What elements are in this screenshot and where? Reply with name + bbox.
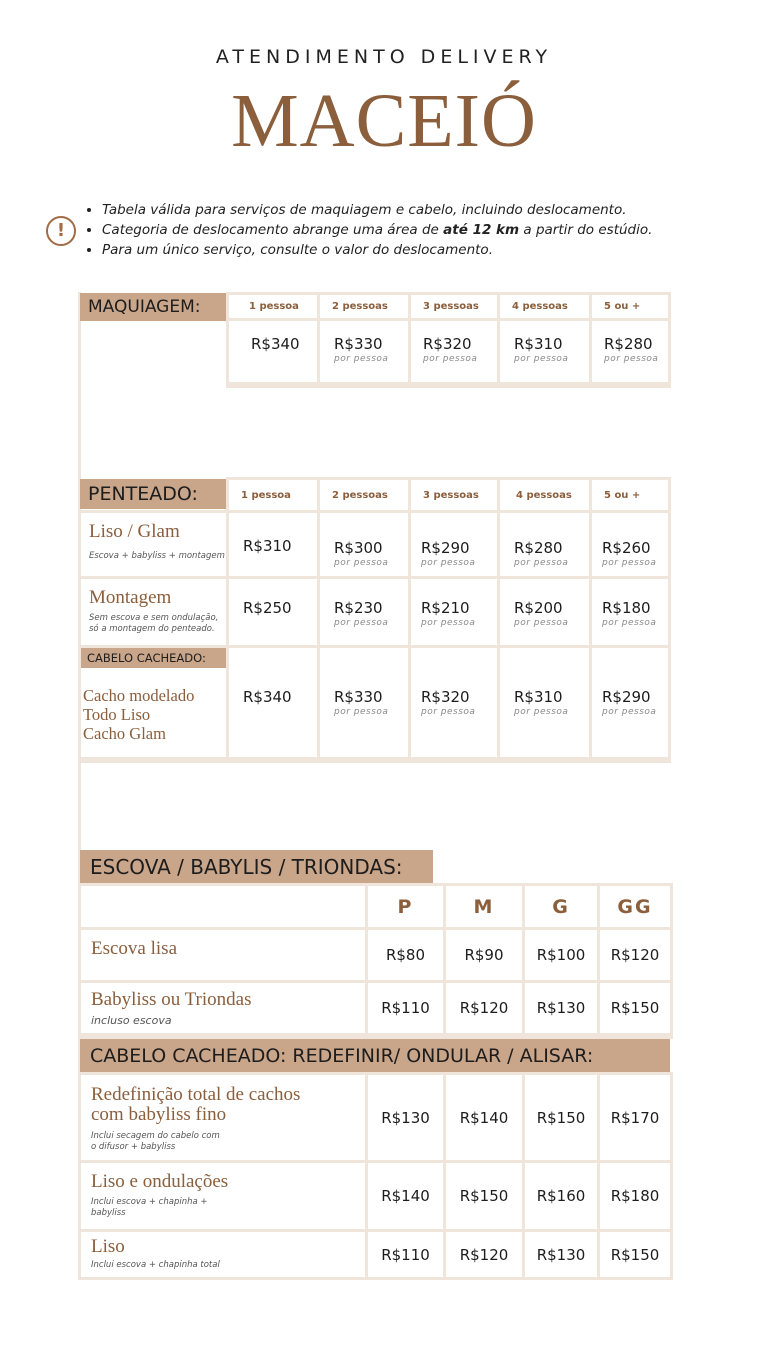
service-cell [81,1163,365,1229]
price-cell: R$300 por pessoa [320,513,408,576]
price-cell: R$140 [446,1075,522,1160]
service-cell [81,579,226,645]
note-item: • Categoria de deslocamento abrange uma área de até 12 km a partir do estúdio. [102,220,742,240]
price-cell: R$320 por pessoa [411,321,497,382]
service-name: Escova lisa [91,938,178,959]
price-cell: R$100 [525,930,597,980]
price-cell: R$280 por pessoa [500,513,589,576]
column-header: 3 pessoas [411,295,497,318]
section-label-escova: ESCOVA / BABYLIS / TRIONDAS: [80,850,433,883]
service-cell [81,1075,365,1160]
service-name: Cacho Glam [83,724,166,743]
price-cell: R$110 [368,983,443,1033]
price-cell: R$310 por pessoa [500,648,589,757]
service-name: Redefinição total de cachos com babyliss fino [91,1084,301,1125]
section-label-maquiagem: MAQUIAGEM: [80,293,229,321]
cacheado-table [78,1072,673,1280]
price-cell: R$130 [525,983,597,1033]
price-cell: R$330 por pessoa [320,321,408,382]
price-cell: R$210 por pessoa [411,579,497,645]
service-name: Cacho modelado [83,686,195,705]
section-label-cacheado: CABELO CACHEADO: REDEFINIR/ ONDULAR / ALISAR: [80,1039,670,1072]
service-name: Babyliss ou Triondas [91,989,252,1010]
price-cell: R$90 [446,930,522,980]
price-cell: R$120 [446,983,522,1033]
price-cell: R$310 [229,513,317,576]
service-name: Liso / Glam [89,521,180,542]
price-cell: R$290 por pessoa [592,648,668,757]
service-name: Todo Liso [83,705,151,724]
price-cell: R$120 [600,930,670,980]
service-cell [81,983,365,1033]
section-label-penteado: PENTEADO: [80,479,229,509]
size-header: M [446,886,522,927]
service-name: Montagem [89,587,172,608]
column-header: 5 ou + [592,295,668,318]
price-cell: R$140 [368,1163,443,1229]
page-title: MACEIÓ [231,79,537,163]
price-cell: R$200 por pessoa [500,579,589,645]
service-cell [81,930,365,980]
price-cell: R$290 por pessoa [411,513,497,576]
service-description: Inclui secagem do cabelo com o difusor + babyliss [91,1131,220,1152]
service-description: incluso escova [91,1014,172,1027]
price-cell: R$280 por pessoa [592,321,668,382]
price-cell: R$260 por pessoa [592,513,668,576]
service-description: Inclui escova + chapinha + babyliss [91,1197,208,1218]
column-header: 5 ou + [592,480,668,510]
service-description: Sem escova e sem ondulação, só a montagem do penteado. [89,613,219,634]
note-item: • Tabela válida para serviços de maquiagem e cabelo, incluindo deslocamento. [102,200,742,220]
column-header: 1 pessoa [229,295,317,318]
price-cell: R$250 [229,579,317,645]
price-cell: R$150 [600,1232,670,1277]
column-header: 2 pessoas [320,480,408,510]
price-cell: R$330 por pessoa [320,648,408,757]
service-description: Escova + babyliss + montagem [89,551,225,561]
maquiagem-table [226,292,671,388]
price-cell: R$320 por pessoa [411,648,497,757]
escova-table [78,883,673,1039]
price-cell: R$340 [229,321,317,382]
price-cell: R$170 [600,1075,670,1160]
price-cell: R$180 [600,1163,670,1229]
price-cell: R$80 [368,930,443,980]
exclamation-circle-icon: ! [46,216,76,246]
column-header: 2 pessoas [320,295,408,318]
subsection-label: CABELO CACHEADO: [81,648,226,668]
note-item: • Para um único serviço, consulte o valor do deslocamento. [102,240,742,260]
notes-list [86,200,742,260]
column-header: 3 pessoas [411,480,497,510]
penteado-table [78,510,671,763]
price-cell: R$150 [525,1075,597,1160]
service-name: Liso e ondulações [91,1171,229,1192]
size-header: P [368,886,443,927]
column-header: 4 pessoas [500,295,589,318]
price-cell: R$180 por pessoa [592,579,668,645]
service-cell [81,513,226,576]
size-header: GG [600,886,670,927]
price-cell: R$110 [368,1232,443,1277]
column-header: 1 pessoa [229,480,317,510]
price-cell: R$310 por pessoa [500,321,589,382]
price-cell: R$340 [229,648,317,757]
service-name: Liso [91,1236,125,1257]
price-cell: R$150 [600,983,670,1033]
service-description: Inclui escova + chapinha total [91,1260,220,1270]
price-cell: R$150 [446,1163,522,1229]
empty-cell [81,886,365,927]
service-cell [81,1232,365,1277]
price-cell: R$160 [525,1163,597,1229]
price-cell: R$120 [446,1232,522,1277]
price-cell: R$230 por pessoa [320,579,408,645]
size-header: G [525,886,597,927]
penteado-header [226,477,671,513]
service-cell [81,648,226,757]
column-header: 4 pessoas [500,480,589,510]
page-subtitle: ATENDIMENTO DELIVERY [215,46,553,68]
price-cell: R$130 [368,1075,443,1160]
price-cell: R$130 [525,1232,597,1277]
